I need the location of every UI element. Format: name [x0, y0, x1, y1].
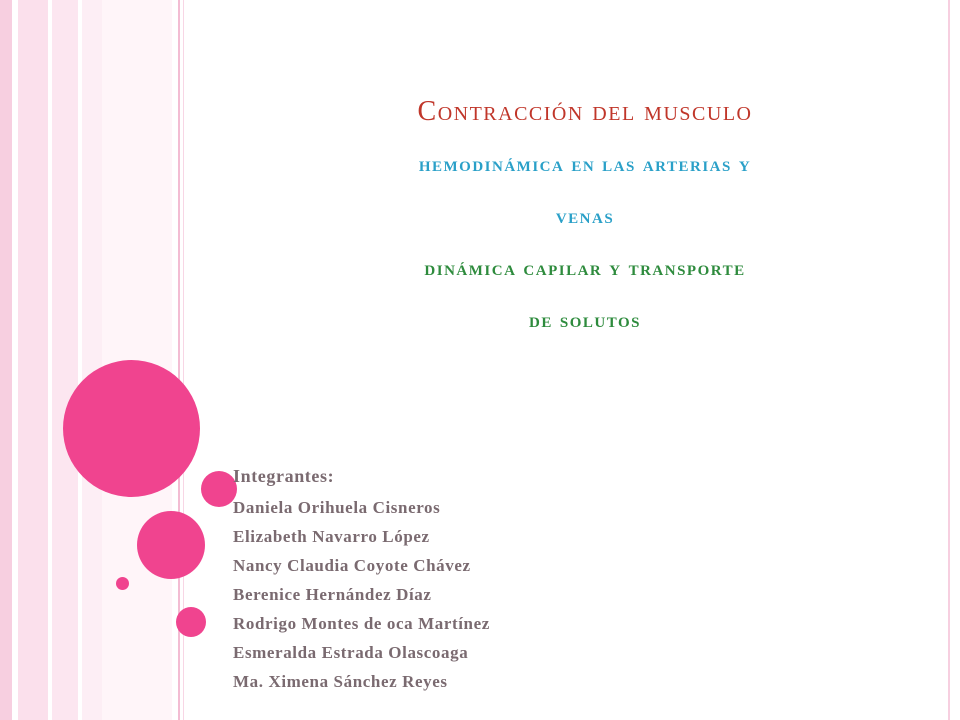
decorative-right-line: [948, 0, 950, 720]
members-heading: Integrantes:: [233, 466, 335, 486]
member-name: Rodrigo Montes de oca Martínez: [233, 614, 490, 633]
member-name: Berenice Hernández Díaz: [233, 585, 432, 604]
decorative-stripe: [52, 0, 78, 720]
members-list: [233, 493, 873, 696]
members-block: [233, 466, 873, 696]
title-line-muscle: Contracción del musculo: [417, 96, 753, 127]
member-name: Elizabeth Navarro López: [233, 527, 430, 546]
decorative-stripe: [18, 0, 48, 720]
decorative-circle-small: [176, 607, 206, 637]
slide-title: [240, 86, 930, 346]
decorative-stripe: [0, 0, 12, 720]
title-line-hemodynamics: hemodinámica en las arterias y: [418, 151, 752, 176]
decorative-circle-small: [201, 471, 237, 507]
decorative-circle-tiny: [116, 577, 129, 590]
title-line-capillary: dinámica capilar y transporte: [424, 255, 746, 280]
member-name: Esmeralda Estrada Olascoaga: [233, 643, 469, 662]
title-line-capillary-cont: de solutos: [529, 307, 641, 332]
decorative-circle-large: [63, 360, 200, 497]
member-name: Daniela Orihuela Cisneros: [233, 498, 441, 517]
title-line-hemodynamics-cont: venas: [555, 203, 615, 228]
decorative-circle-medium: [137, 511, 205, 579]
member-name: Ma. Ximena Sánchez Reyes: [233, 672, 448, 691]
member-name: Nancy Claudia Coyote Chávez: [233, 556, 471, 575]
decorative-stripe: [82, 0, 102, 720]
